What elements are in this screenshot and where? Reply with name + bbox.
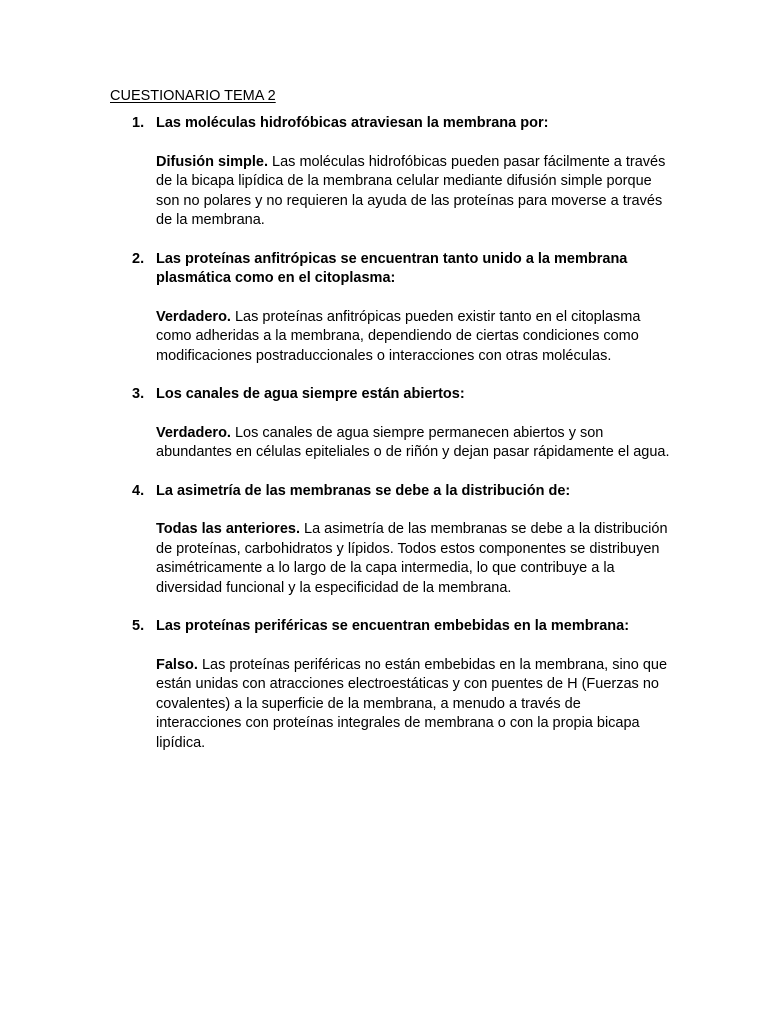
question-text: La asimetría de las membranas se debe a la distribución de: [156,482,571,499]
answer-label: Verdadero. [156,424,231,441]
question-item-2 [110,250,670,367]
question-number: 5. [132,618,145,634]
question-item-5 [110,617,670,753]
answer-block [156,308,670,367]
question-number: 4. [132,482,145,499]
question-list [110,114,670,753]
question-number: 1. [132,115,145,131]
answer-text: Las moléculas hidrofóbicas pueden pasar fácilmente a través de la bicapa lipídica de la membrana celular mediante difusión simple porque son no polares y no requieren la ayuda de las proteínas para moverse a través de la membrana. [156,153,666,228]
answer-label: Verdadero. [156,308,231,325]
answer-text: La asimetría de las membranas se debe a la distribución de proteínas, carbohidratos y lípidos. Todos estos componentes se distribuyen asimétricamente a lo largo de la capa intermedia, lo que contribuye a la diversidad funcional y la especificidad de la membrana. [156,521,668,596]
question-item-4 [110,482,670,599]
answer-block [156,424,670,463]
question-item-3 [110,385,670,463]
answer-block [156,153,670,231]
question-number: 3. [132,386,145,402]
answer-text: Las proteínas anfitrópicas pueden existir tanto en el citoplasma como adheridas a la membrana, dependiendo de ciertas condiciones como modificaciones postraduccionales o interacciones con otras moléculas. [156,308,641,364]
question-text: Los canales de agua siempre están abiertos: [156,386,465,402]
answer-label: Todas las anteriores. [156,521,300,537]
answer-block [156,520,670,598]
answer-label: Falso. [156,656,198,673]
answer-text: Las proteínas periféricas no están embebidas en la membrana, sino que están unidas con atracciones electroestáticas y con puentes de H (Fuerzas no covalentes) a la superficie de la membrana, a menudo a través de interacciones con proteínas integrales de membrana o con la propia bicapa lipídica. [156,656,668,751]
answer-block [156,656,670,754]
page-title: CUESTIONARIO TEMA 2 [110,88,276,104]
question-number: 2. [132,250,145,267]
answer-text: Los canales de agua siempre permanecen abiertos y son abundantes en células epiteliales o de riñón y dejan pasar rápidamente el agua. [156,424,670,460]
question-text: Las proteínas periféricas se encuentran embebidas en la membrana: [156,618,630,634]
question-text: Las moléculas hidrofóbicas atraviesan la membrana por: [156,115,549,131]
question-text: Las proteínas anfitrópicas se encuentran tanto unido a la membrana plasmática como en el citoplasma: [156,250,628,286]
question-item-1 [110,114,670,231]
answer-label: Difusión simple. [156,153,268,170]
